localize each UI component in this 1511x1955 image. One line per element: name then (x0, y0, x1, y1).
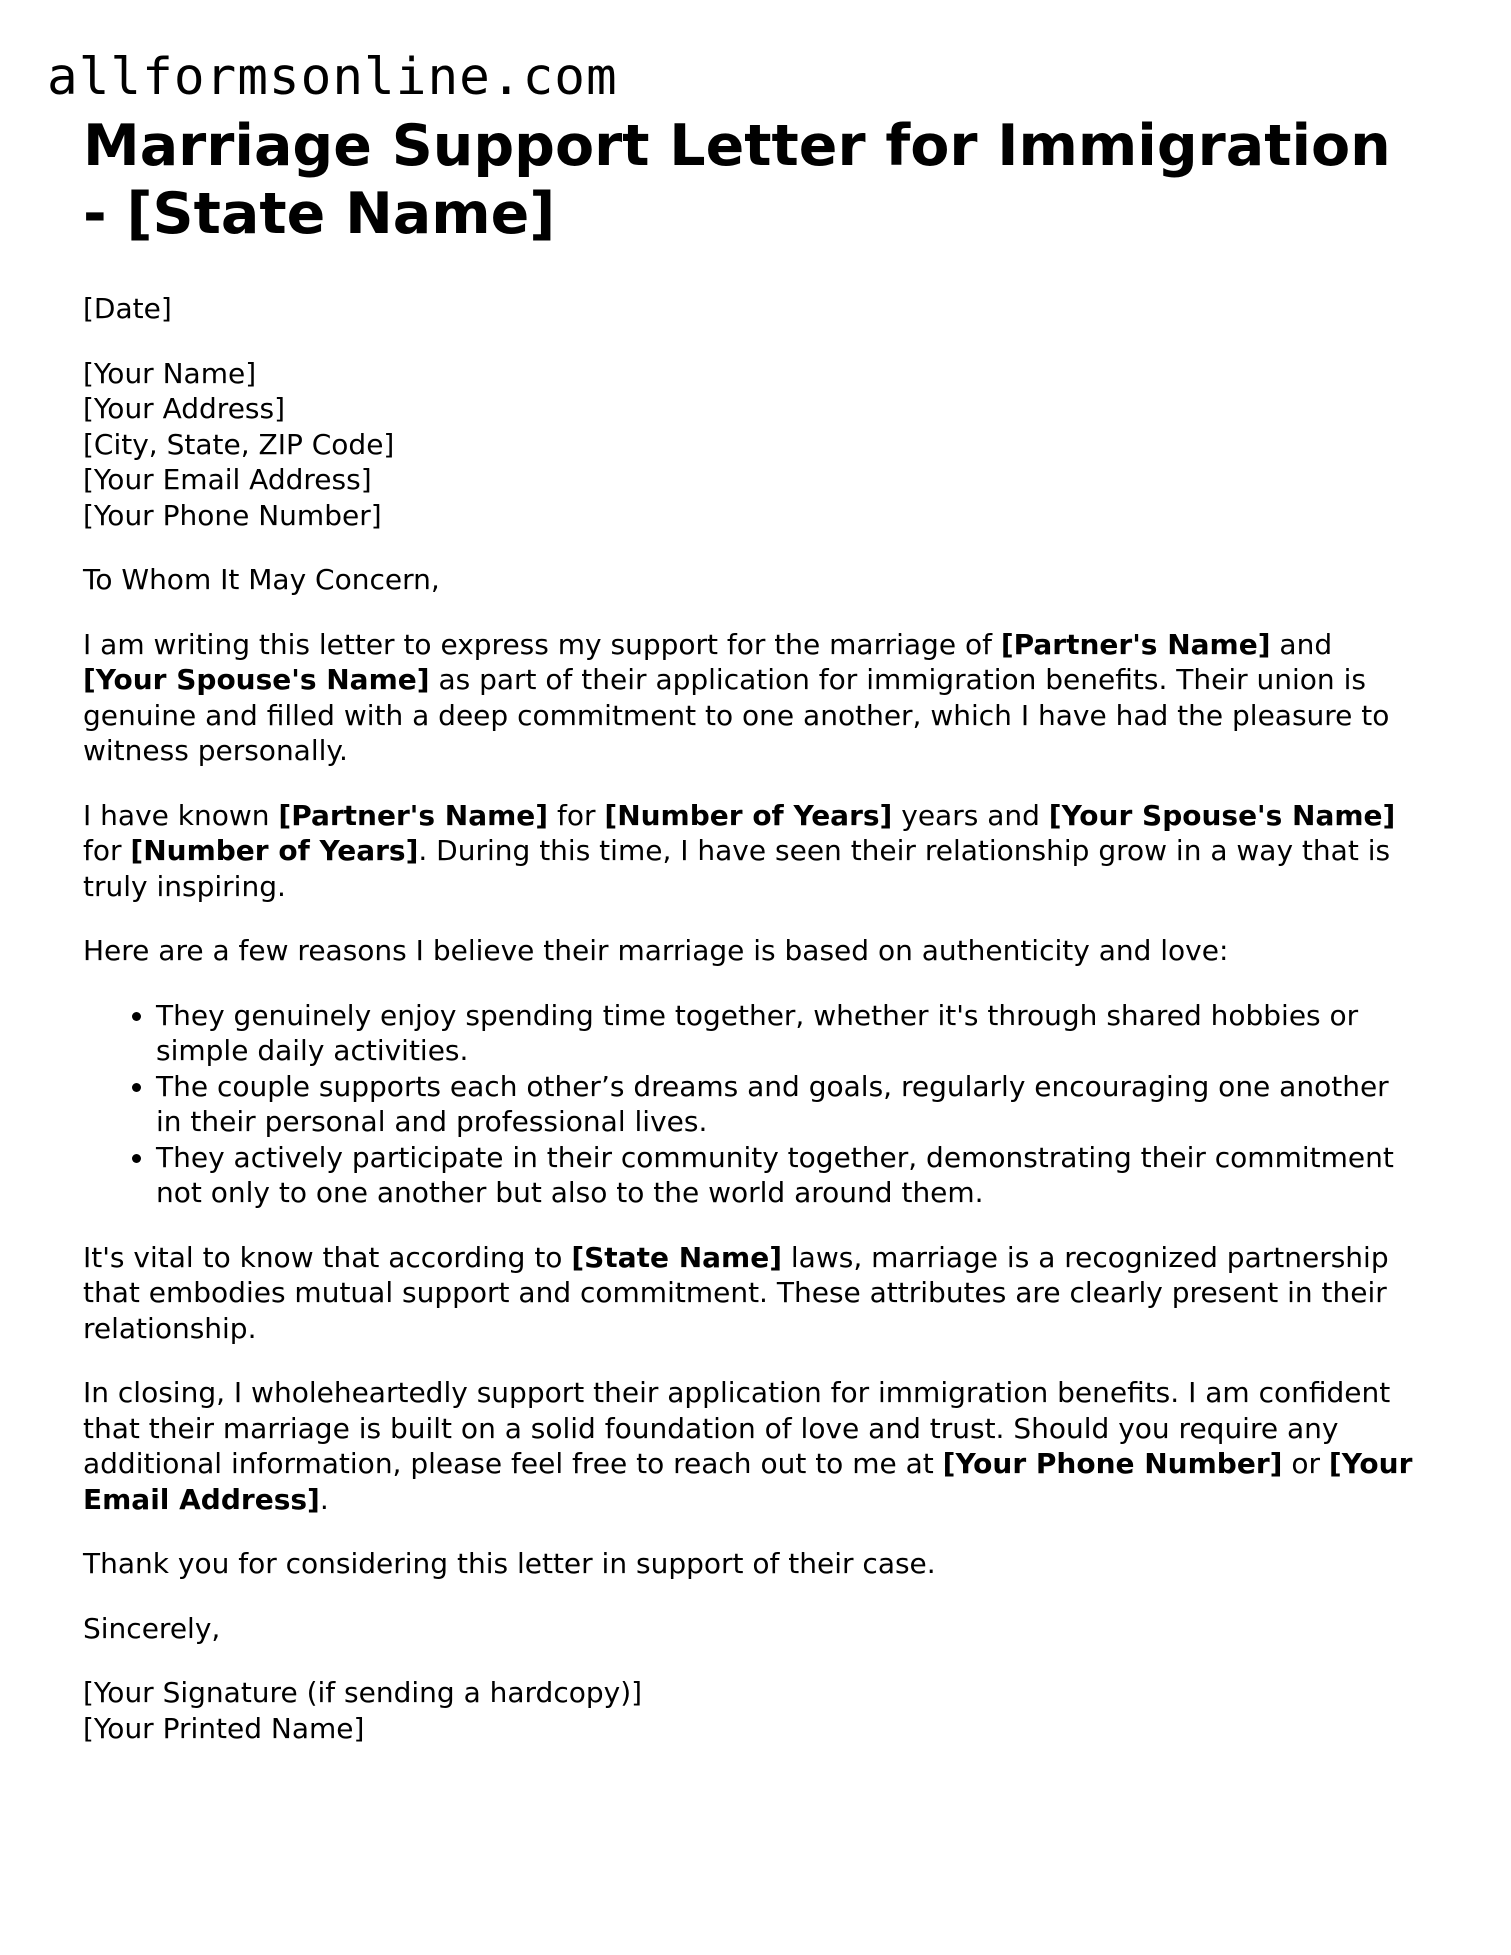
letter-page (83, 112, 1423, 1746)
site-watermark: allformsonline.com (47, 48, 618, 107)
paragraph-text: It's vital to know that according to (83, 1240, 572, 1274)
sender-name: [Your Name] (83, 356, 257, 390)
paragraph-text: years and (892, 798, 1049, 832)
signature-block (83, 1675, 1423, 1746)
paragraph-text: I have known (83, 798, 279, 832)
paragraph-text: and (1270, 627, 1333, 661)
paragraph-known (83, 798, 1423, 905)
salutation: To Whom It May Concern, (83, 563, 440, 596)
paragraph-text: laws, marriage is a recognized partnership that embodies mutual support and commitment. These attributes are clearly present in their relationship. (83, 1240, 1389, 1345)
sender-address: [Your Address] (83, 392, 286, 425)
list-item: • They genuinely enjoy spending time together, whether it's through shared hobbies or simple daily activities. (156, 998, 1423, 1069)
state-name-placeholder: [State Name] (571, 1240, 782, 1274)
reasons-list (83, 998, 1423, 1211)
spouse-name-placeholder: [Your Spouse's Name] (1048, 798, 1396, 832)
years-placeholder: [Number of Years] (604, 798, 893, 832)
paragraph-text: I am writing this letter to express my support for the marriage of (83, 627, 1001, 661)
email-placeholder: [Your Email Address] (83, 1447, 1413, 1516)
sender-city-state-zip: [City, State, ZIP Code] (83, 427, 395, 461)
paragraph-closing (83, 1375, 1423, 1517)
phone-placeholder: [Your Phone Number] (942, 1447, 1283, 1480)
spouse-name-placeholder: [Your Spouse's Name] (83, 663, 430, 696)
paragraph-text: as part of their application for immigration benefits. Their union is genuine and filled with a deep commitment to one another, which I have had the pleasure to witness personally. (83, 663, 1390, 767)
years-placeholder: [Number of Years] (130, 834, 419, 867)
letter-date: [Date] (83, 292, 172, 325)
paragraph-text: . During this time, I have seen their relationship grow in a way that is truly inspiring. (83, 834, 1391, 903)
letter-title: Marriage Support Letter for Immigration - [State Name] (83, 113, 1391, 247)
sender-block (83, 356, 1423, 534)
printed-name-placeholder: [Your Printed Name] (83, 1711, 365, 1745)
signature-placeholder: [Your Signature (if sending a hardcopy)] (83, 1676, 643, 1709)
paragraph-text: or (1282, 1447, 1329, 1480)
letter-body (83, 291, 1423, 1746)
list-item: • They actively participate in their community together, demonstrating their commitment not only to one another but also to the world around them. (156, 1140, 1423, 1211)
thanks-line: Thank you for considering this letter in support of their case. (83, 1547, 936, 1580)
paragraph-text: for (548, 798, 605, 832)
paragraph-text: for (83, 834, 131, 867)
closing-line: Sincerely, (83, 1611, 221, 1645)
sender-email: [Your Email Address] (83, 463, 372, 496)
sender-phone: [Your Phone Number] (83, 498, 382, 532)
paragraph-state-law (83, 1240, 1423, 1347)
paragraph-text: In closing, I wholeheartedly support their application for immigration benefits. I am confident that their marriage is built on a solid foundation of love and trust. Should you require any additional information, please feel free to reach out to me at (83, 1376, 1391, 1480)
partner-name-placeholder: [Partner's Name] (278, 798, 549, 832)
reasons-intro: Here are a few reasons I believe their marriage is based on authenticity and love: (83, 934, 1229, 967)
paragraph-support (83, 627, 1423, 769)
list-item: • The couple supports each other’s dreams and goals, regularly encouraging one another in their personal and professional lives. (156, 1069, 1423, 1140)
paragraph-text: . (319, 1482, 329, 1516)
partner-name-placeholder: [Partner's Name] (1000, 627, 1271, 661)
